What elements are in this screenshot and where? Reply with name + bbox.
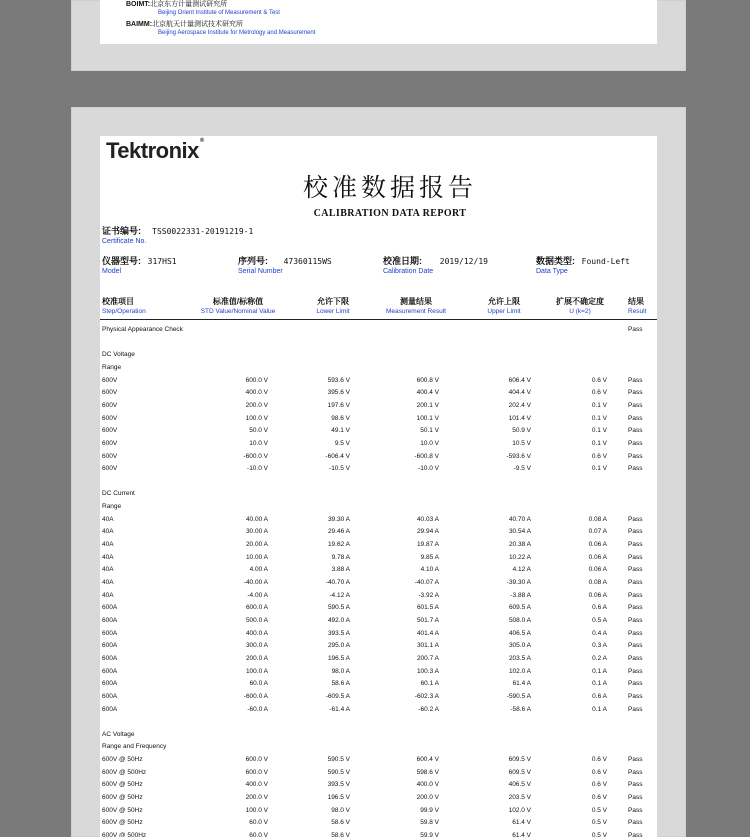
table-row bbox=[100, 716, 657, 728]
table-cell: 40A bbox=[102, 553, 114, 561]
table-cell: 600V @ 50Hz bbox=[102, 756, 143, 764]
table-cell: 0.6 V bbox=[591, 376, 607, 384]
table-cell: 295.0 A bbox=[327, 642, 350, 650]
table-cell: 100.1 V bbox=[416, 414, 439, 422]
table-cell: -40.00 A bbox=[243, 579, 268, 586]
table-cell: 49.1 V bbox=[331, 427, 350, 435]
table-cell: 60.0 V bbox=[249, 832, 268, 837]
table-cell: 101.4 V bbox=[508, 414, 531, 422]
table-cell: 600A bbox=[102, 604, 118, 612]
table-cell: 593.6 V bbox=[327, 376, 350, 384]
table-cell: Pass bbox=[628, 794, 643, 802]
table-cell: 400.0 V bbox=[245, 781, 268, 789]
table-row bbox=[100, 754, 657, 766]
table-cell: Pass bbox=[628, 515, 643, 523]
table-cell: Pass bbox=[628, 326, 643, 333]
table-cell: Pass bbox=[628, 667, 643, 675]
table-row bbox=[100, 704, 657, 716]
table-cell: 393.5 V bbox=[327, 781, 350, 789]
table-cell: -600.0 A bbox=[243, 692, 268, 700]
table-cell: 600V @ 500Hz bbox=[102, 832, 147, 837]
table-cell: 58.6 V bbox=[331, 832, 350, 837]
table-cell: 600V bbox=[102, 439, 118, 447]
table-cell: 9.5 V bbox=[334, 439, 350, 447]
table-row bbox=[100, 691, 657, 703]
table-cell: 39.30 A bbox=[327, 515, 350, 523]
table-cell: 0.1 V bbox=[591, 427, 607, 435]
table-cell: Pass bbox=[628, 427, 643, 435]
table-cell: -60.2 A bbox=[418, 705, 439, 713]
table-cell: 40.70 A bbox=[508, 515, 531, 523]
table-cell: 0.08 A bbox=[588, 515, 607, 523]
table-cell: Pass bbox=[628, 756, 643, 764]
table-cell: Range bbox=[102, 503, 122, 511]
table-cell: 0.1 A bbox=[592, 680, 607, 688]
table-row bbox=[100, 590, 657, 602]
table-cell: 19.87 A bbox=[416, 541, 439, 549]
table-cell: 60.0 A bbox=[249, 680, 268, 688]
table-cell: Pass bbox=[628, 781, 643, 789]
table-cell: 40A bbox=[102, 528, 114, 536]
table-cell: Pass bbox=[628, 579, 643, 586]
table-row bbox=[100, 552, 657, 564]
table-cell: 0.6 A bbox=[592, 692, 607, 700]
table-cell: 600V @ 500Hz bbox=[102, 768, 147, 776]
table-cell: -10.0 V bbox=[247, 465, 268, 473]
table-cell: 29.46 A bbox=[327, 528, 350, 536]
table-cell: 590.5 V bbox=[327, 768, 350, 776]
table-cell: 0.07 A bbox=[588, 528, 607, 536]
table-cell: Pass bbox=[628, 389, 643, 397]
table-cell: 406.5 V bbox=[508, 781, 531, 789]
table-cell: Pass bbox=[628, 616, 643, 624]
table-cell: 200.0 V bbox=[416, 794, 439, 802]
table-cell: 50.1 V bbox=[420, 427, 439, 435]
table-cell: Pass bbox=[628, 553, 643, 561]
table-cell: Pass bbox=[628, 642, 643, 650]
table-cell: 0.1 V bbox=[591, 465, 607, 473]
table-row bbox=[100, 425, 657, 437]
table-cell: 609.5 V bbox=[508, 768, 531, 776]
table-cell: 0.06 A bbox=[588, 591, 607, 599]
table-cell: 59.8 V bbox=[420, 819, 439, 827]
table-cell: 100.0 A bbox=[245, 667, 268, 675]
table-cell: 501.7 A bbox=[416, 616, 439, 624]
table-row bbox=[100, 526, 657, 538]
table-row bbox=[100, 817, 657, 829]
table-cell: -10.5 V bbox=[329, 465, 350, 473]
table-cell: 404.4 V bbox=[508, 389, 531, 397]
table-cell: 40A bbox=[102, 515, 114, 523]
table-cell: 3.88 A bbox=[331, 566, 350, 574]
table-cell: 0.2 A bbox=[592, 654, 607, 662]
table-cell: 60.0 V bbox=[249, 819, 268, 827]
table-cell: 200.0 V bbox=[245, 794, 268, 802]
top-page-frame bbox=[71, 0, 686, 71]
table-cell: 102.0 A bbox=[508, 667, 531, 675]
table-cell: Pass bbox=[628, 566, 643, 574]
table-row bbox=[100, 678, 657, 690]
table-cell: 305.0 A bbox=[508, 642, 531, 650]
table-cell: 0.1 V bbox=[591, 439, 607, 447]
standard-line-2: BAIMM:北京航天计量测试技术研究所 Beijing Aerospace Institute for Metrology and Measurement bbox=[126, 21, 316, 36]
table-cell: 609.5 V bbox=[508, 756, 531, 764]
table-cell: 4.12 A bbox=[512, 566, 531, 574]
table-cell: 0.6 V bbox=[591, 794, 607, 802]
table-cell: 100.3 A bbox=[416, 667, 439, 675]
table-cell: 600V @ 50Hz bbox=[102, 819, 143, 827]
col-header-lower-limit: 允许下限 Lower Limit bbox=[316, 297, 350, 315]
table-cell: 19.62 A bbox=[327, 541, 350, 549]
table-row bbox=[100, 349, 657, 361]
table-row bbox=[100, 438, 657, 450]
table-cell: 0.5 V bbox=[591, 819, 607, 827]
table-cell: 98.6 V bbox=[331, 414, 350, 422]
table-cell: 0.6 V bbox=[591, 389, 607, 397]
table-cell: 40A bbox=[102, 579, 114, 586]
table-cell: Pass bbox=[628, 414, 643, 422]
table-cell: 0.1 V bbox=[591, 401, 607, 409]
table-cell: -600.0 V bbox=[243, 452, 268, 460]
table-cell: 59.9 V bbox=[420, 832, 439, 837]
table-cell: -60.0 A bbox=[247, 705, 268, 713]
table-cell: 98.0 V bbox=[331, 806, 350, 814]
table-cell: 203.5 A bbox=[508, 654, 531, 662]
table-cell: 0.06 A bbox=[588, 541, 607, 549]
table-cell: 600.4 V bbox=[416, 756, 439, 764]
table-cell: 98.0 A bbox=[331, 667, 350, 675]
table-cell: 0.6 V bbox=[591, 781, 607, 789]
table-cell: 600.0 V bbox=[245, 376, 268, 384]
table-cell: 40A bbox=[102, 541, 114, 549]
table-cell: 50.0 V bbox=[249, 427, 268, 435]
table-row bbox=[100, 767, 657, 779]
calibration-date-field: 校准日期: 2019/12/19 Calibration Date bbox=[383, 256, 488, 275]
tektronix-logo: Tektronix® bbox=[106, 138, 204, 163]
table-cell: 400.0 V bbox=[245, 389, 268, 397]
table-cell: Physical Appearance Check bbox=[102, 326, 183, 333]
table-cell: 600V bbox=[102, 465, 118, 473]
table-cell: 600V bbox=[102, 452, 118, 460]
table-cell: -9.5 V bbox=[513, 465, 531, 473]
table-cell: 598.6 V bbox=[416, 768, 439, 776]
table-row bbox=[100, 628, 657, 640]
table-cell: 0.5 V bbox=[591, 806, 607, 814]
table-cell: 600V @ 50Hz bbox=[102, 806, 143, 814]
table-row bbox=[100, 830, 657, 837]
table-cell: 61.4 V bbox=[512, 832, 531, 837]
table-cell: 4.10 A bbox=[420, 566, 439, 574]
serial-number-field: 序列号: 47360115WS Serial Number bbox=[238, 256, 332, 275]
col-header-result: 结果 Result bbox=[628, 297, 647, 315]
table-row bbox=[100, 463, 657, 475]
table-cell: 20.00 A bbox=[245, 541, 268, 549]
table-cell: 61.4 V bbox=[512, 819, 531, 827]
table-cell: 0.1 V bbox=[591, 414, 607, 422]
table-cell: 393.5 A bbox=[327, 629, 350, 637]
table-cell: Range bbox=[102, 363, 122, 371]
table-cell: -4.12 A bbox=[329, 591, 350, 599]
table-cell: -40.07 A bbox=[414, 579, 439, 586]
table-cell: 600.0 V bbox=[245, 756, 268, 764]
table-cell: Pass bbox=[628, 819, 643, 827]
table-cell: 0.1 A bbox=[592, 705, 607, 713]
table-row bbox=[100, 615, 657, 627]
table-cell: 10.00 A bbox=[245, 553, 268, 561]
col-header-step: 校准项目 Step/Operation bbox=[102, 297, 146, 315]
table-cell: Pass bbox=[628, 452, 643, 460]
table-cell: 61.4 A bbox=[512, 680, 531, 688]
table-cell: Pass bbox=[628, 806, 643, 814]
col-header-measurement: 测量结果 Measurement Result bbox=[386, 297, 446, 315]
report-title-en: CALIBRATION DATA REPORT bbox=[313, 208, 467, 219]
certificate-number: 证书编号: TSS0022331-20191219-1 Certificate No. bbox=[102, 226, 254, 245]
table-cell: 100.0 V bbox=[245, 806, 268, 814]
table-cell: Pass bbox=[628, 654, 643, 662]
table-cell: Pass bbox=[628, 604, 643, 612]
table-cell: AC Voltage bbox=[102, 730, 135, 738]
table-cell: 10.0 V bbox=[420, 439, 439, 447]
table-cell: 200.7 A bbox=[416, 654, 439, 662]
table-cell: Pass bbox=[628, 401, 643, 409]
table-row bbox=[100, 488, 657, 500]
table-cell: Pass bbox=[628, 832, 643, 837]
table-cell: 600A bbox=[102, 705, 118, 713]
table-row bbox=[100, 805, 657, 817]
table-cell: Pass bbox=[628, 528, 643, 536]
table-cell: -4.00 A bbox=[247, 591, 268, 599]
table-row bbox=[100, 451, 657, 463]
table-row bbox=[100, 539, 657, 551]
table-cell: 600.0 A bbox=[245, 604, 268, 612]
table-cell: 58.6 A bbox=[331, 680, 350, 688]
table-cell: -39.30 A bbox=[506, 579, 531, 586]
table-cell: 601.5 A bbox=[416, 604, 439, 612]
table-cell: 400.4 V bbox=[416, 389, 439, 397]
table-cell: 600V bbox=[102, 401, 118, 409]
table-cell: 0.5 V bbox=[591, 832, 607, 837]
table-cell: 40A bbox=[102, 591, 114, 599]
table-cell: 30.54 A bbox=[508, 528, 531, 536]
table-cell: Pass bbox=[628, 629, 643, 637]
table-cell: 600V bbox=[102, 414, 118, 422]
table-cell: 40.00 A bbox=[245, 515, 268, 523]
table-cell: 600V @ 50Hz bbox=[102, 781, 143, 789]
table-cell: 600V bbox=[102, 376, 118, 384]
table-cell: 200.0 V bbox=[245, 401, 268, 409]
table-cell: 600V bbox=[102, 389, 118, 397]
table-cell: 600A bbox=[102, 616, 118, 624]
report-paper bbox=[100, 136, 657, 837]
table-cell: 606.4 V bbox=[508, 376, 531, 384]
table-cell: 301.1 A bbox=[416, 642, 439, 650]
table-row bbox=[100, 564, 657, 576]
table-cell: 60.1 A bbox=[420, 680, 439, 688]
standard-line-1: BOIMT:北京东方计量测试研究所 Beijing Orient Institute of Measurement & Test bbox=[126, 1, 280, 16]
table-cell: 609.5 A bbox=[508, 604, 531, 612]
table-cell: -58.6 A bbox=[510, 705, 531, 713]
table-cell: 500.0 A bbox=[245, 616, 268, 624]
table-row bbox=[100, 375, 657, 387]
model-field: 仪器型号: 317HS1 Model bbox=[102, 256, 177, 275]
table-cell: -600.8 V bbox=[414, 452, 439, 460]
table-cell: 0.06 A bbox=[588, 553, 607, 561]
table-cell: 600A bbox=[102, 654, 118, 662]
table-cell: 10.0 V bbox=[249, 439, 268, 447]
table-cell: 4.00 A bbox=[249, 566, 268, 574]
table-cell: -3.92 A bbox=[418, 591, 439, 599]
table-cell: DC Current bbox=[102, 490, 135, 498]
col-header-upper-limit: 允许上限 Upper Limit bbox=[487, 297, 521, 315]
table-cell: 197.6 V bbox=[327, 401, 350, 409]
table-cell: 20.38 A bbox=[508, 541, 531, 549]
table-cell: 0.1 A bbox=[592, 667, 607, 675]
table-cell: 203.5 V bbox=[508, 794, 531, 802]
table-cell: 100.0 V bbox=[245, 414, 268, 422]
table-cell: 600A bbox=[102, 667, 118, 675]
table-cell: 200.0 A bbox=[245, 654, 268, 662]
table-cell: 10.22 A bbox=[508, 553, 531, 561]
table-cell: 200.1 V bbox=[416, 401, 439, 409]
table-cell: -602.3 A bbox=[414, 692, 439, 700]
table-cell: 0.08 A bbox=[588, 579, 607, 586]
table-cell: 0.3 A bbox=[592, 642, 607, 650]
table-cell: 600V @ 50Hz bbox=[102, 794, 143, 802]
table-row bbox=[100, 653, 657, 665]
table-cell: 600.8 V bbox=[416, 376, 439, 384]
table-cell: 29.94 A bbox=[416, 528, 439, 536]
table-cell: Pass bbox=[628, 439, 643, 447]
table-row bbox=[100, 729, 657, 741]
table-cell: -593.6 V bbox=[506, 452, 531, 460]
table-cell: 0.6 V bbox=[591, 768, 607, 776]
table-cell: 196.5 A bbox=[327, 654, 350, 662]
table-cell: 300.0 A bbox=[245, 642, 268, 650]
table-row bbox=[100, 577, 657, 589]
table-row bbox=[100, 400, 657, 412]
table-cell: 9.85 A bbox=[420, 553, 439, 561]
col-header-std-value: 标准值/标称值 STD Value/Nominal Value bbox=[200, 297, 276, 315]
table-cell: 196.5 V bbox=[327, 794, 350, 802]
table-cell: 0.4 A bbox=[592, 629, 607, 637]
table-cell: -606.4 V bbox=[325, 452, 350, 460]
table-cell: 0.6 A bbox=[592, 604, 607, 612]
table-cell: 401.4 A bbox=[416, 629, 439, 637]
table-row bbox=[100, 514, 657, 526]
table-row bbox=[100, 362, 657, 374]
table-cell: 600A bbox=[102, 692, 118, 700]
table-cell: Pass bbox=[628, 768, 643, 776]
table-cell: 600A bbox=[102, 642, 118, 650]
table-row bbox=[100, 387, 657, 399]
table-cell: 40.03 A bbox=[416, 515, 439, 523]
table-cell: 600A bbox=[102, 629, 118, 637]
table-row bbox=[100, 413, 657, 425]
data-type-field: 数据类型: Found-Left Data Type bbox=[536, 256, 630, 275]
table-cell: Pass bbox=[628, 705, 643, 713]
table-cell: -61.4 A bbox=[329, 705, 350, 713]
table-cell: -590.5 A bbox=[506, 692, 531, 700]
table-cell: -40.70 A bbox=[325, 579, 350, 586]
table-row bbox=[100, 792, 657, 804]
table-cell: 202.4 V bbox=[508, 401, 531, 409]
table-cell: Range and Frequency bbox=[102, 743, 167, 751]
table-cell: 99.9 V bbox=[420, 806, 439, 814]
table-cell: 492.0 A bbox=[327, 616, 350, 624]
table-cell: Pass bbox=[628, 591, 643, 599]
table-row bbox=[100, 779, 657, 791]
table-cell: 30.00 A bbox=[245, 528, 268, 536]
table-cell: 9.78 A bbox=[331, 553, 350, 561]
table-cell: DC Voltage bbox=[102, 351, 135, 359]
table-cell: 400.0 V bbox=[416, 781, 439, 789]
table-cell: 600V bbox=[102, 427, 118, 435]
table-cell: 40A bbox=[102, 566, 114, 574]
top-page-paper bbox=[100, 0, 657, 44]
table-cell: Pass bbox=[628, 465, 643, 473]
table-cell: 406.5 A bbox=[508, 629, 531, 637]
report-title-cn: 校准数据报告 bbox=[302, 173, 477, 202]
col-header-uncertainty: 扩展不确定度 U (k=2) bbox=[556, 297, 604, 315]
table-cell: 600.0 V bbox=[245, 768, 268, 776]
table-cell: Pass bbox=[628, 541, 643, 549]
table-cell: -609.5 A bbox=[325, 692, 350, 700]
table-cell: 0.06 A bbox=[588, 566, 607, 574]
main-page-frame bbox=[71, 107, 686, 837]
table-cell: 102.0 V bbox=[508, 806, 531, 814]
table-cell: -10.0 V bbox=[418, 465, 439, 473]
table-cell: -3.88 A bbox=[510, 591, 531, 599]
table-cell: Pass bbox=[628, 376, 643, 384]
table-cell: 600A bbox=[102, 680, 118, 688]
table-cell: 590.5 V bbox=[327, 756, 350, 764]
table-cell: 0.5 A bbox=[592, 616, 607, 624]
table-cell: 590.5 A bbox=[327, 604, 350, 612]
table-cell: 50.9 V bbox=[512, 427, 531, 435]
table-cell: 395.6 V bbox=[327, 389, 350, 397]
table-cell: 0.6 V bbox=[591, 452, 607, 460]
table-row bbox=[100, 741, 657, 753]
table-row bbox=[100, 640, 657, 652]
table-row bbox=[100, 324, 657, 336]
table-row bbox=[100, 476, 657, 488]
table-row bbox=[100, 602, 657, 614]
table-row bbox=[100, 337, 657, 349]
table-cell: Pass bbox=[628, 692, 643, 700]
table-cell: 508.0 A bbox=[508, 616, 531, 624]
table-cell: 58.6 V bbox=[331, 819, 350, 827]
table-cell: Pass bbox=[628, 680, 643, 688]
table-cell: 400.0 A bbox=[245, 629, 268, 637]
table-row bbox=[100, 666, 657, 678]
table-cell: 10.5 V bbox=[512, 439, 531, 447]
header-divider bbox=[100, 319, 657, 320]
table-cell: 0.6 V bbox=[591, 756, 607, 764]
table-row bbox=[100, 501, 657, 513]
